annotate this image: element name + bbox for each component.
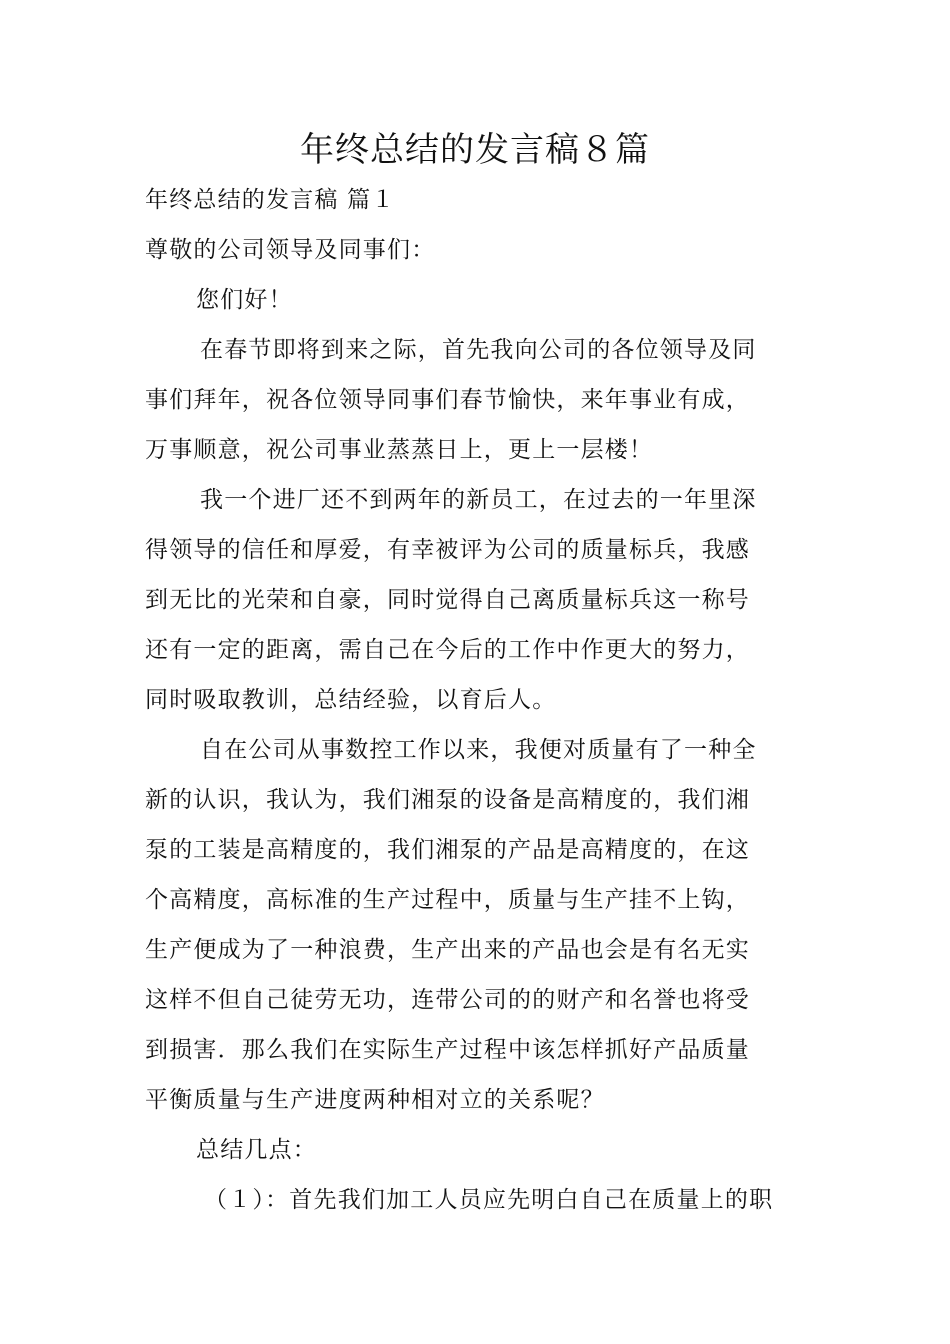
paragraph-line: 同时吸取教训，总结经验，以育后人。 (145, 687, 557, 713)
paragraph-line: 这样不但自己徒劳无功，连带公司的的财产和名誉也将受 (145, 987, 750, 1013)
paragraph-line: 到无比的光荣和自豪，同时觉得自己离质量标兵这一称号 (145, 587, 750, 613)
paragraph-line: 到损害．那么我们在实际生产过程中该怎样抓好产品质量 (145, 1037, 750, 1063)
paragraph-line: 个高精度，高标准的生产过程中，质量与生产挂不上钩， (145, 887, 750, 913)
paragraph-line: 万事顺意，祝公司事业蒸蒸日上，更上一层楼！ (145, 437, 654, 463)
list-item: （１）：首先我们加工人员应先明白自己在质量上的职 (204, 1187, 774, 1213)
document-title: 年终总结的发言稿８篇 (300, 130, 650, 170)
paragraph-line: 在春节即将到来之际，首先我向公司的各位领导及同 (200, 337, 757, 363)
salutation: 尊敬的公司领导及同事们： (145, 237, 436, 263)
paragraph-line: 得领导的信任和厚爱，有幸被评为公司的质量标兵，我感 (145, 537, 750, 563)
paragraph-line: 事们拜年，祝各位领导同事们春节愉快，来年事业有成， (145, 387, 750, 413)
paragraph-line: 我一个进厂还不到两年的新员工，在过去的一年里深 (200, 487, 757, 513)
paragraph-line: 新的认识，我认为，我们湘泵的设备是高精度的，我们湘 (145, 787, 750, 813)
paragraph-line: 生产便成为了一种浪费，生产出来的产品也会是有名无实 (145, 937, 750, 963)
paragraph-line: 泵的工装是高精度的，我们湘泵的产品是高精度的，在这 (145, 837, 750, 863)
section-heading: 年终总结的发言稿 篇１ (145, 187, 396, 213)
paragraph-line: 还有一定的距离，需自己在今后的工作中作更大的努力， (145, 637, 750, 663)
paragraph-line: 自在公司从事数控工作以来，我便对质量有了一种全 (200, 737, 757, 763)
paragraph-line: 平衡质量与生产进度两种相对立的关系呢？ (145, 1087, 605, 1113)
greeting: 您们好！ (196, 287, 293, 313)
summary-heading: 总结几点： (196, 1137, 317, 1163)
